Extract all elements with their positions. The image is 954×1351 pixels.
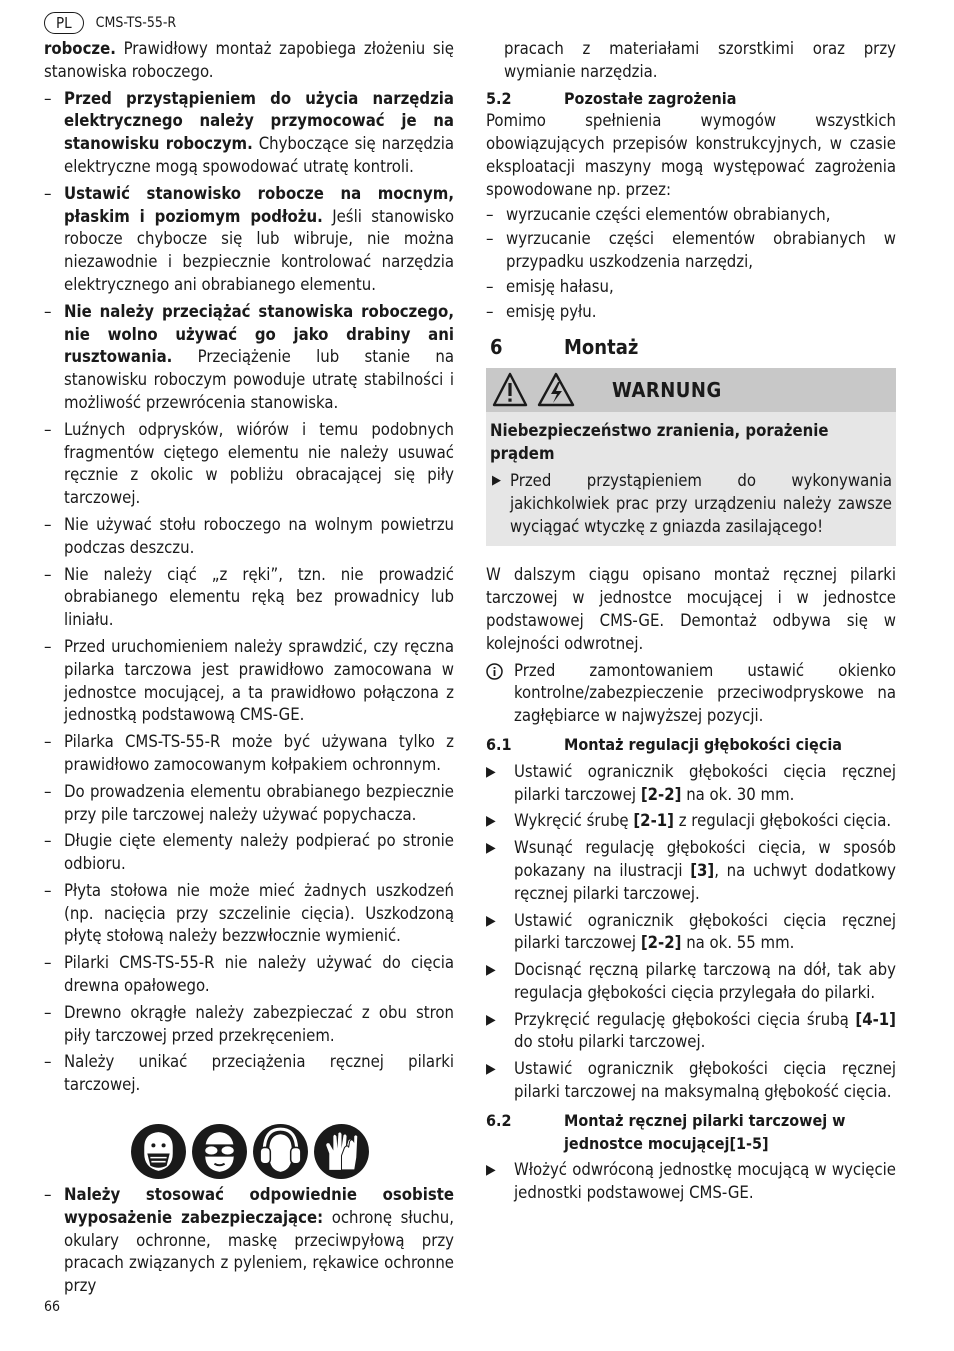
list-item: – Pilarki CMS-TS-55-R nie należy używać do cięcia drewna opałowego.	[44, 952, 454, 998]
section-5-2-text: Pomimo spełnienia wymogów wszystkich obowiązujących przepisów konstrukcyjnych, w czasie eksploatacji maszyny mogą występować zagrożenia spowodowane np. przez:	[486, 111, 896, 199]
warning-body	[486, 412, 896, 546]
list-item: – Nie używać stołu roboczego na wolnym powietrzu podczas deszczu.	[44, 514, 454, 560]
ppe-icons	[130, 1123, 454, 1180]
list-item: – Luźnych odprysków, wiórów i temu podobnych fragmentów ciętego elementu nie należy usuwać ręcznie z okolic w pobliżu obracającej się piły tarczowej.	[44, 419, 454, 510]
warning-box	[486, 368, 896, 546]
instruction-step: ▶ Ustawić ogranicznik głębokości cięcia ręcznej pilarki tarczowej [2-2] na ok. 30 mm.	[486, 761, 896, 807]
language-badge: PL	[44, 12, 84, 34]
section-6-text: W dalszym ciągu opisano montaż ręcznej pilarki tarczowej w jednostce mocującej i w jednostce podstawowej CMS-GE. Demontaż odbywa się w kolejności odwrotnej.	[486, 565, 896, 653]
ppe-list-item: – Należy stosować odpowiednie osobiste wyposażenie zabezpieczające: ochronę słuchu, okulary ochronne, maskę przeciwpyłową przy pracach związanych z pyleniem, rękawice ochronne przy	[44, 1184, 454, 1298]
section-6-1-heading: 6.1 Montaż regulacji głębokości cięcia	[486, 734, 842, 754]
instruction-step: ▶ Wsunąć regulację głębokości cięcia, w sposób pokazany na ilustracji [3], na uchwyt dodatkowy ręcznej pilarki tarczowej.	[486, 837, 896, 905]
info-icon	[486, 663, 503, 680]
section-6-heading: 6 Montaż	[490, 334, 639, 359]
left-column	[44, 38, 454, 1298]
list-item: – wyrzucanie części elementów obrabianych w przypadku uszkodzenia narzędzi,	[486, 228, 896, 274]
warning-header	[486, 368, 896, 412]
warning-instruction: ▶ Przed przystąpieniem do wykonywania jakichkolwiek prac przy urządzeniu należy zawsze wyciągać wtyczkę z gniazda zasilającego!	[490, 470, 892, 538]
continuation-text: pracach z materiałami szorstkimi oraz przy wymianie narzędzia.	[504, 39, 896, 81]
list-item: – Drewno okrągłe należy zabezpieczać z obu stron piły tarczowej przed przekręceniem.	[44, 1002, 454, 1048]
list-item: – Nie należy przeciążać stanowiska roboczego, nie wolno używać go jako drabiny ani rusztowania. Przeciążenie lub stanie na stanowisku roboczym powoduje utratę stabilności i możliwość przewrócenia stanowiska.	[44, 301, 454, 415]
list-item: – Długie cięte elementy należy podpierać po stronie odbioru.	[44, 830, 454, 876]
list-item: – Nie należy ciąć „z ręki”, tzn. nie prowadzić obrabianego elementu ręką bez prowadnicy lub liniału.	[44, 564, 454, 632]
instruction-step: ▶ Wykręcić śrubę [2-1] z regulacji głębokości cięcia.	[486, 810, 896, 833]
instruction-step: ▶ Włożyć odwróconą jednostkę mocującą w wycięcie jednostki podstawowej CMS-GE.	[486, 1159, 896, 1205]
list-item: – Do prowadzenia elementu obrabianego bezpiecznie przy pile tarczowej należy używać popychacza.	[44, 781, 454, 827]
electric-shock-icon	[536, 372, 576, 408]
intro-paragraph: robocze. Prawidłowy montaż zapobiega złożeniu się stanowiska roboczego.	[44, 39, 454, 81]
instruction-step: ▶ Docisnąć ręczną pilarkę tarczową na dół, tak aby regulacja głębokości cięcia przylegała do pilarki.	[486, 959, 896, 1005]
protective-gloves-icon	[313, 1123, 370, 1180]
list-item: – Należy unikać przeciążenia ręcznej pilarki tarczowej.	[44, 1051, 454, 1097]
list-item: – Przed przystąpieniem do użycia narzędzia elektrycznego należy przymocować je na stanowisku roboczym. Chyboczące się narzędzia elektryczne mogą spowodować utratę kontroli.	[44, 88, 454, 179]
ear-protection-icon	[252, 1123, 309, 1180]
section-6-2-heading: 6.2 Montaż ręcznej pilarki tarczowej w jednostce mocującej[1-5]	[486, 1110, 846, 1153]
instruction-step: ▶ Przykręcić regulację głębokości cięcia śrubą [4-1] do stołu pilarki tarczowej.	[486, 1009, 896, 1055]
section-5-2-heading: 5.2 Pozostałe zagrożenia	[486, 88, 737, 108]
model-label: CMS-TS-55-R	[95, 15, 177, 31]
list-item: – Pilarka CMS-TS-55-R może być używana tylko z prawidłowo zamocowanym kołpakiem ochronnym.	[44, 731, 454, 777]
page-header	[44, 12, 176, 34]
info-note: Przed zamontowaniem ustawić okienko kontrolne/zabezpieczenie przeciwodpryskowe na zagłębiarce w najwyższej pozycji.	[486, 660, 896, 728]
warning-subtitle: Niebezpieczeństwo zranienia, porażenie prądem	[490, 421, 829, 464]
warning-triangle-icon	[492, 372, 528, 408]
list-item: – emisję pyłu.	[486, 301, 896, 324]
instruction-step: ▶ Ustawić ogranicznik głębokości cięcia ręcznej pilarki tarczowej [2-2] na ok. 55 mm.	[486, 910, 896, 956]
list-item: – emisję hałasu,	[486, 276, 896, 299]
list-item: – Ustawić stanowisko robocze na mocnym, płaskim i poziomym podłożu. Jeśli stanowisko robocze chybocze się lub wibruje, nie można niezawodnie i bezpiecznie kontrolować narzędzia elektrycznego ani obrabianego elementu.	[44, 183, 454, 297]
list-item: – Przed uruchomieniem należy sprawdzić, czy ręczna pilarka tarczowa jest prawidłowo zamocowana w jednostce mocującej, a ta prawidłowo połączona z jednostką podstawową CMS-GE.	[44, 636, 454, 727]
list-item: – Płyta stołowa nie może mieć żadnych uszkodzeń (np. nacięcia przy szczelinie cięcia). Uszkodzoną płytę stołową należy bezzwłocznie wymienić.	[44, 880, 454, 948]
warning-title: WARNUNG	[612, 377, 722, 402]
safety-goggles-icon	[191, 1123, 248, 1180]
right-column	[486, 38, 896, 1205]
instruction-step: ▶ Ustawić ogranicznik głębokości cięcia ręcznej pilarki tarczowej na maksymalną głębokość cięcia.	[486, 1058, 896, 1104]
list-item: – wyrzucanie części elementów obrabianych,	[486, 204, 896, 227]
page-number: 66	[44, 1299, 61, 1315]
dust-mask-icon	[130, 1123, 187, 1180]
